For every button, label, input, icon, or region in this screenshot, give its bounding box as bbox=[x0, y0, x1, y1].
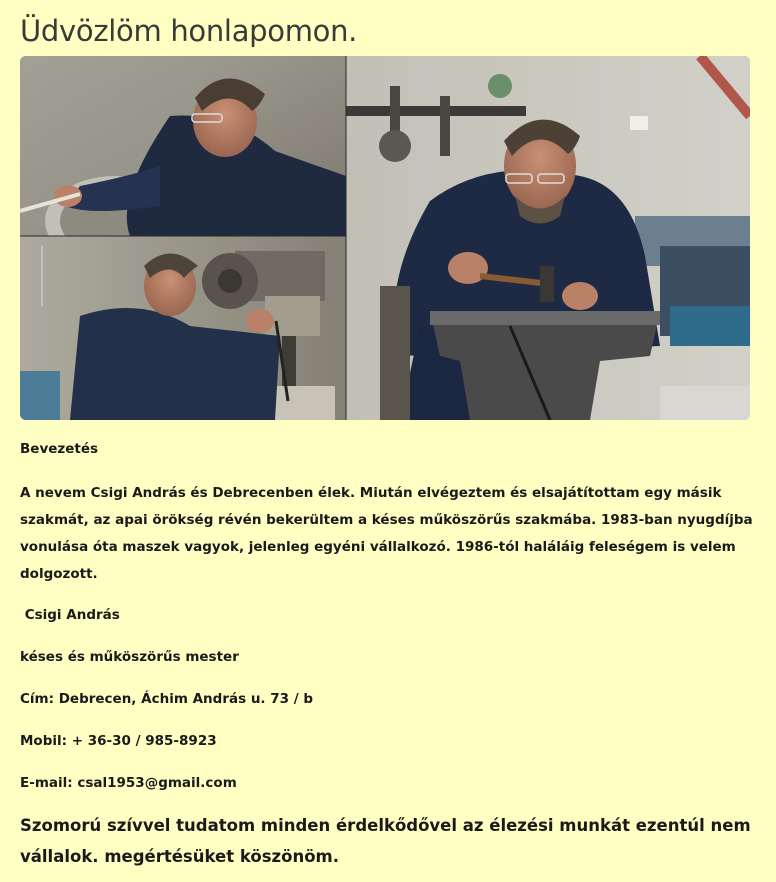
photo-drill-press bbox=[20, 236, 346, 420]
mobile-number: Mobil: + 36-30 / 985-8923 bbox=[20, 733, 217, 749]
intro-paragraph: A nevem Csigi András és Debrecenben élek. Miután elvégeztem és elsajátítottam egy másik szakmát, az apai örökség révén bekerültem a késes műköszörűs szakmába. 1983-ban nyugdíjba vonulása óta maszek vagyok, jelenleg egyéni vállalkozó. 1986-tól haláláig feleségem is velem dolgozott. bbox=[20, 485, 753, 582]
profession: késes és műköszörűs mester bbox=[20, 649, 239, 665]
content bbox=[20, 440, 756, 872]
photo-grinding-wheel bbox=[20, 56, 346, 266]
page-title: Üdvözlöm honlapomon. bbox=[20, 14, 358, 48]
photo-collage bbox=[20, 56, 750, 420]
photo-anvil bbox=[346, 56, 750, 420]
section-heading: Bevezetés bbox=[20, 441, 99, 457]
address: Cím: Debrecen, Áchim András u. 73 / b bbox=[20, 691, 314, 707]
email-address: E-mail: csal1953@gmail.com bbox=[20, 775, 237, 791]
owner-name: Csigi András bbox=[20, 607, 120, 623]
closing-notice: Szomorú szívvel tudatom minden érdelkődővel az élezési munkát ezentúl nem vállalok. megértésüket köszönöm. bbox=[20, 816, 751, 866]
